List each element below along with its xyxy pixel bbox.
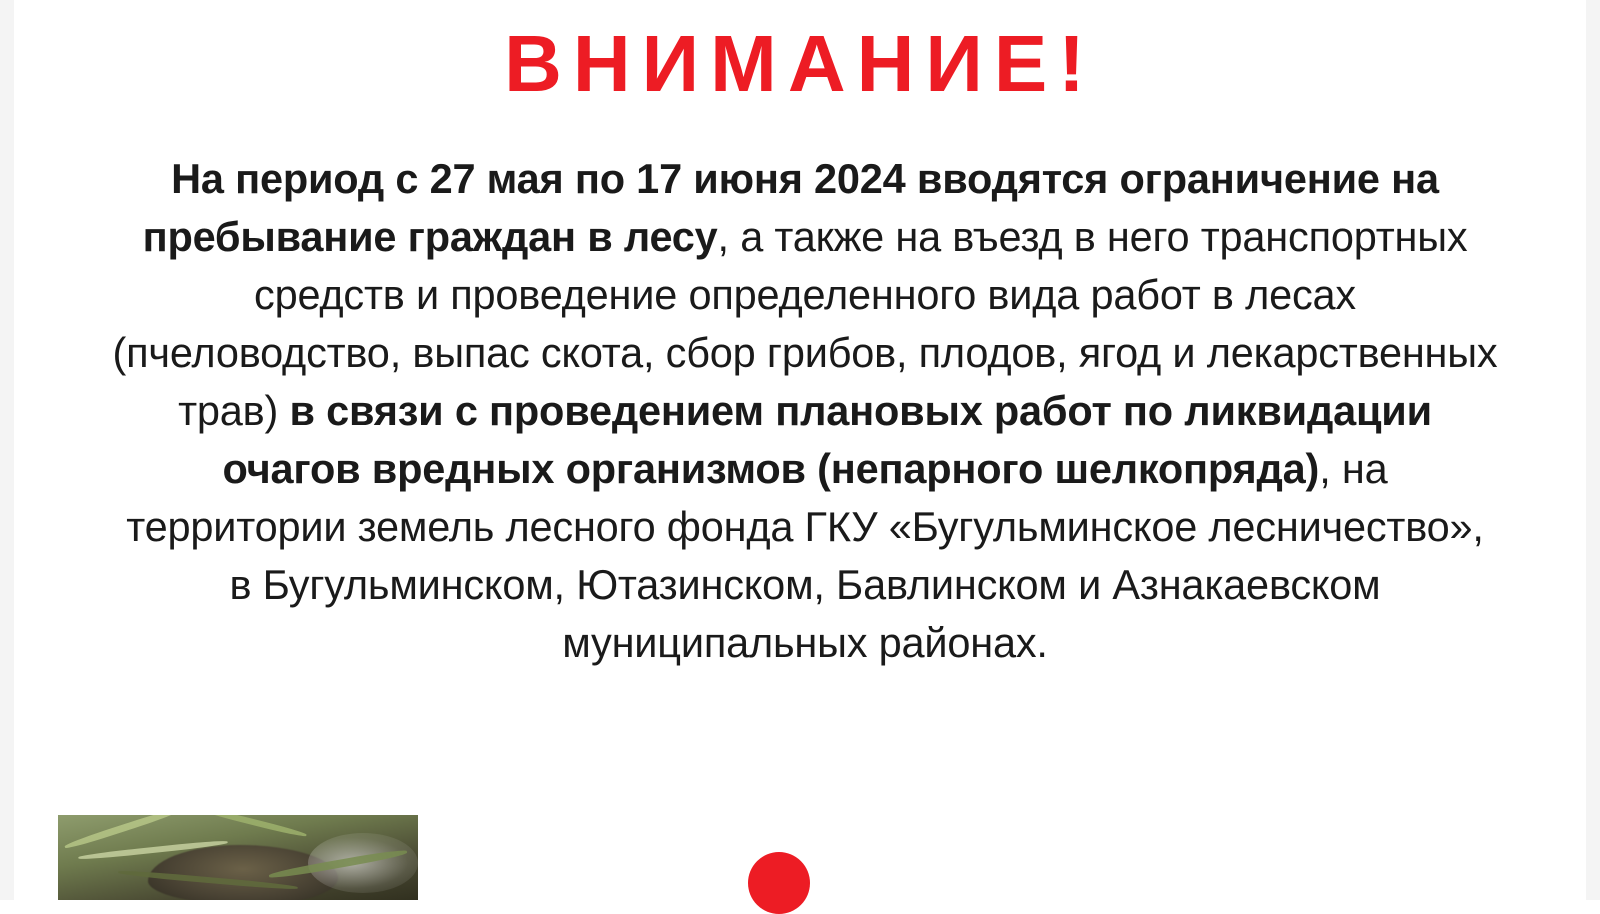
page-margin-right	[1586, 0, 1600, 900]
red-circle-mark	[748, 852, 810, 914]
body-segment-plain-1: , а также на въезд в него транспортных средств и проведение определенного вида работ в лесах (пчеловодство, выпас скота, сбор грибов, плодов, ягод и лекарственных трав)	[112, 213, 1498, 434]
announcement-body	[110, 150, 1500, 672]
body-segment-bold-1: На период с 27 мая по 17 июня 2024 вводятся ограничение на пребывание граждан в лесу	[142, 155, 1439, 260]
grass-blade	[199, 815, 307, 838]
body-segment-plain-2: , на территории земель лесного фонда ГКУ «Бугульминское лесничество», в Бугульминском, Ютазинском, Бавлинском и Азнакаевском муниципальных районах.	[126, 445, 1484, 666]
page-margin-left	[0, 0, 14, 900]
body-segment-bold-2: в связи с проведением плановых работ по ликвидации очагов вредных организмов (непарного шелкопряда)	[222, 387, 1432, 492]
page-title: ВНИМАНИЕ!	[504, 19, 1096, 108]
gypsy-moth-nest-photo	[58, 815, 418, 900]
